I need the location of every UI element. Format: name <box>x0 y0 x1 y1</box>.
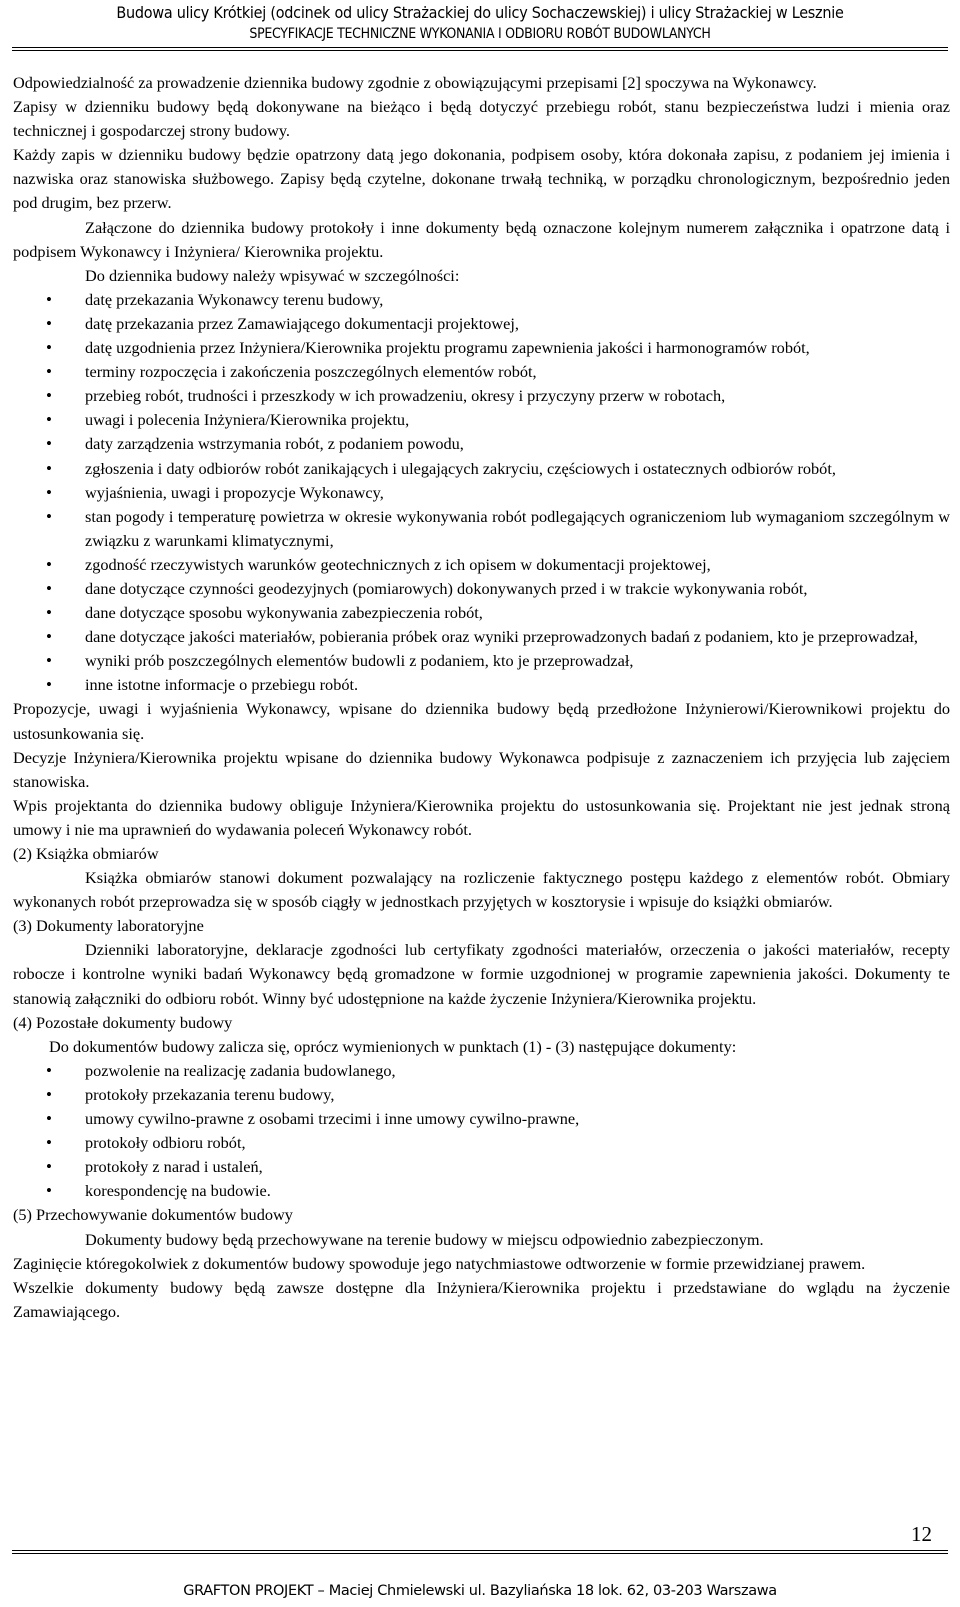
paragraph: Decyzje Inżyniera/Kierownika projektu wpisane do dziennika budowy Wykonawca podpisuje z zaznaczeniem ich przyjęcia lub zajęciem stanowiska. <box>13 747 950 791</box>
footer-rule-top <box>12 1550 948 1551</box>
section-heading: (4) Pozostałe dokumenty budowy <box>13 1012 233 1032</box>
header-subtitle: SPECYFIKACJE TECHNICZNE WYKONANIA I ODBIORU ROBÓT BUDOWLANYCH <box>249 26 711 42</box>
paragraph: Każdy zapis w dzienniku budowy będzie opatrzony datą jego dokonania, podpisem osoby, która dokonała zapisu, z podaniem jej imienia i nazwiska oraz stanowiska służbowego. Zapisy będą czytelne, dokonane trwałą techniką, w porządku chronologicznym, bezpośrednio jeden pod drugim, bez przerw. <box>13 145 950 213</box>
list-item: • uwagi i polecenia Inżyniera/Kierownika projektu, <box>13 408 950 432</box>
paragraph: Wszelkie dokumenty budowy będą zawsze dostępne dla Inżyniera/Kierownika projektu i przedstawiane do wglądu na życzenie Zamawiającego. <box>13 1277 950 1321</box>
list-item: • stan pogody i temperaturę powietrza w okresie wykonywania robót podlegających ograniczeniom lub wymaganiom szczególnym w związku z warunkami klimatycznymi, <box>13 505 950 553</box>
list-item: • dane dotyczące sposobu wykonywania zabezpieczenia robót, <box>13 601 950 625</box>
list-item: • przebieg robót, trudności i przeszkody w ich prowadzeniu, okresy i przyczyny przerw w robotach, <box>13 384 950 408</box>
paragraph: Do dokumentów budowy zalicza się, oprócz wymienionych w punktach (1) - (3) następujące dokumenty: <box>49 1036 737 1056</box>
paragraph: Zaginięcie któregokolwiek z dokumentów budowy spowoduje jego natychmiastowe odtworzenie w formie przewidzianej prawem. <box>13 1253 866 1273</box>
list-item: • wyniki prób poszczególnych elementów budowli z podaniem, kto je przeprowadzał, <box>13 649 950 673</box>
list-item: • datę przekazania Wykonawcy terenu budowy, <box>13 288 950 312</box>
header-rule-bottom <box>12 50 948 51</box>
list-item: • daty zarządzenia wstrzymania robót, z podaniem powodu, <box>13 432 950 456</box>
list-item: • umowy cywilno-prawne z osobami trzecimi i inne umowy cywilno-prawne, <box>13 1107 950 1131</box>
list-item: • dane dotyczące jakości materiałów, pobierania próbek oraz wyniki przeprowadzonych badań z podaniem, kto je przeprowadzał, <box>13 625 950 649</box>
section-heading: (5) Przechowywanie dokumentów budowy <box>13 1205 293 1225</box>
paragraph: Książka obmiarów stanowi dokument pozwalający na rozliczenie faktycznego postępu każdego z elementów robót. Obmiary wykonanych robót przeprowadza się w sposób ciągły w jednostkach przyjętych w kosztorysie i wpisuje do książki obmiarów. <box>13 868 950 912</box>
list-item: • protokoły przekazania terenu budowy, <box>13 1083 950 1107</box>
list-item: • wyjaśnienia, uwagi i propozycje Wykonawcy, <box>13 481 950 505</box>
list-item: • protokoły odbioru robót, <box>13 1131 950 1155</box>
list-item: • protokoły z narad i ustaleń, <box>13 1155 950 1179</box>
footer-rule-bottom <box>12 1553 948 1554</box>
list-item: • zgłoszenia i daty odbiorów robót zanikających i ulegających zakryciu, częściowych i ostatecznych odbiorów robót, <box>13 457 950 481</box>
running-footer: GRAFTON PROJEKT – Maciej Chmielewski ul. Bazyliańska 18 lok. 62, 03-203 Warszawa <box>183 1583 777 1599</box>
list-item: • datę przekazania przez Zamawiającego dokumentacji projektowej, <box>13 312 950 336</box>
list-item: • inne istotne informacje o przebiegu robót. <box>13 673 950 697</box>
header-title: Budowa ulicy Krótkiej (odcinek od ulicy Strażackiej do ulicy Sochaczewskiej) i ulicy Strażackiej w Lesznie <box>116 3 844 22</box>
paragraph: Dzienniki laboratoryjne, deklaracje zgodności lub certyfikaty zgodności materiałów, orzeczenia o jakości materiałów, recepty robocze i kontrolne wyniki badań Wykonawcy będą gromadzone w formie uzgodnionej w programie zapewnienia jakości. Dokumenty te stanowią załączniki do odbioru robót. Winny być udostępnione na każde życzenie Inżyniera/Kierownika projektu. <box>13 940 950 1008</box>
paragraph: Do dziennika budowy należy wpisywać w szczególności: <box>85 265 460 285</box>
list-item: • datę uzgodnienia przez Inżyniera/Kierownika projektu programu zapewnienia jakości i harmonogramów robót, <box>13 336 950 360</box>
paragraph: Zapisy w dzienniku budowy będą dokonywane na bieżąco i będą dotyczyć przebiegu robót, stanu bezpieczeństwa ludzi i mienia oraz technicznej i gospodarczej strony budowy. <box>13 97 950 141</box>
paragraph: Odpowiedzialność za prowadzenie dziennika budowy zgodnie z obowiązującymi przepisami [2] spoczywa na Wykonawcy. <box>13 73 817 92</box>
list-item: • terminy rozpoczęcia i zakończenia poszczególnych elementów robót, <box>13 360 950 384</box>
page-number: 12 <box>911 1522 932 1546</box>
paragraph: Wpis projektanta do dziennika budowy obliguje Inżyniera/Kierownika projektu do ustosunkowania się. Projektant nie jest jednak stroną umowy i nie ma uprawnień do wydawania poleceń Wykonawcy robót. <box>13 795 950 839</box>
section-heading: (3) Dokumenty laboratoryjne <box>13 916 204 936</box>
paragraph: Propozycje, uwagi i wyjaśnienia Wykonawcy, wpisane do dziennika budowy będą przedłożone Inżynierowi/Kierownikowi projektu do ustosunkowania się. <box>13 699 950 743</box>
list-item: • zgodność rzeczywistych warunków geotechnicznych z ich opisem w dokumentacji projektowej, <box>13 553 950 577</box>
paragraph: Załączone do dziennika budowy protokoły i inne dokumenty będą oznaczone kolejnym numerem załącznika i opatrzone datą i podpisem Wykonawcy i Inżyniera/ Kierownika projektu. <box>13 217 950 261</box>
running-header <box>0 2 960 44</box>
paragraph: Dokumenty budowy będą przechowywane na terenie budowy w miejscu odpowiednio zabezpieczonym. <box>85 1229 764 1249</box>
header-rule-top <box>12 47 948 48</box>
list-item: • dane dotyczące czynności geodezyjnych (pomiarowych) dokonywanych przed i w trakcie wykonywania robót, <box>13 577 950 601</box>
list-item: • korespondencję na budowie. <box>13 1179 950 1203</box>
bullet-list-diary-entries <box>13 288 950 698</box>
section-heading: (2) Książka obmiarów <box>13 844 159 863</box>
bullet-list-documents <box>13 1059 950 1204</box>
body-text <box>13 71 950 1324</box>
list-item: • pozwolenie na realizację zadania budowlanego, <box>13 1059 950 1083</box>
